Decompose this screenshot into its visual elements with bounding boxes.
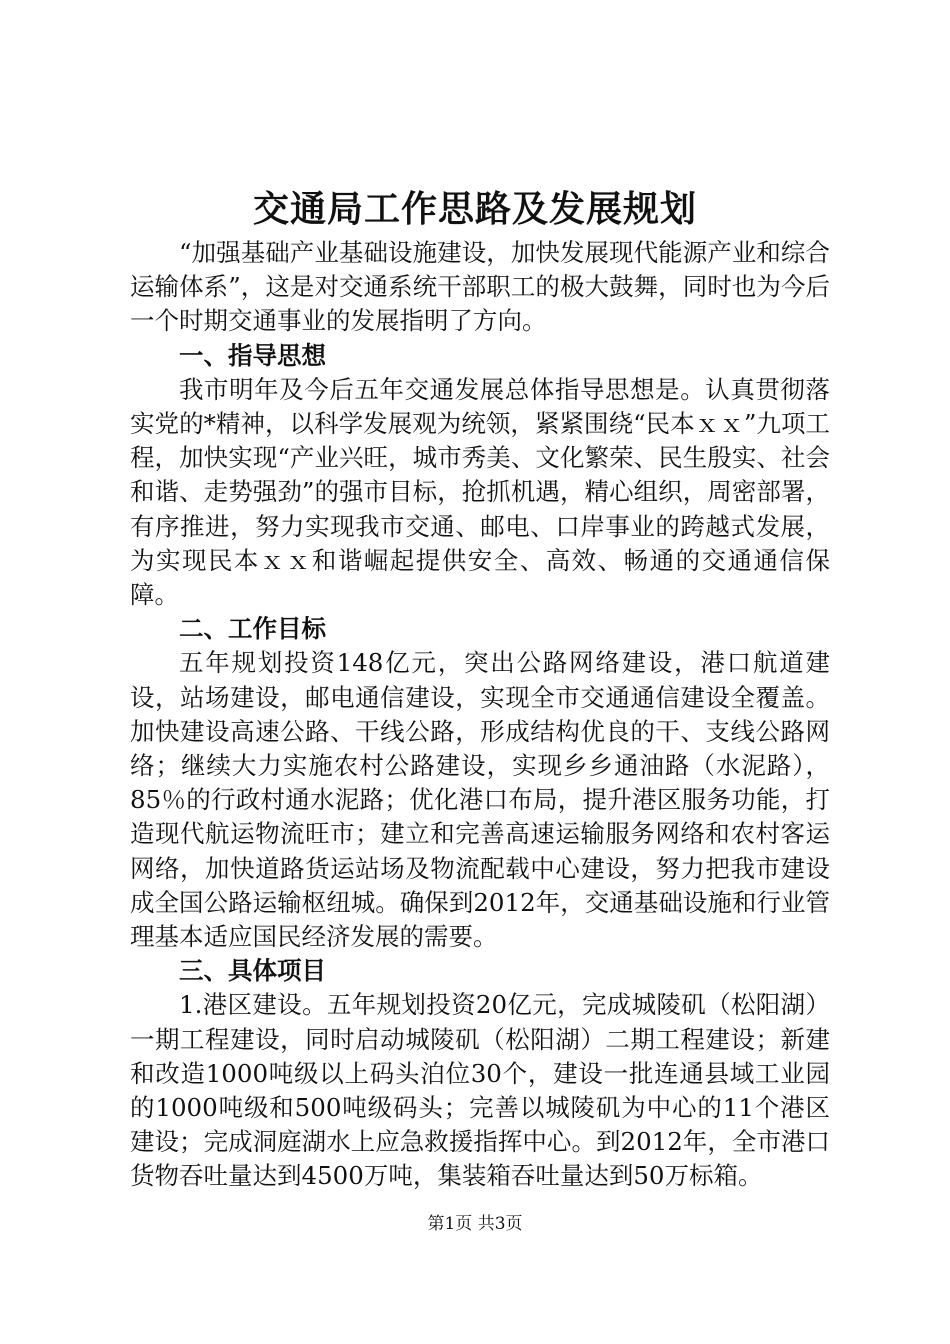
section-heading-guiding-ideology: 一、指导思想: [179, 340, 326, 370]
intro-paragraph: “加强基础产业基础设施建设，加快发展现代能源产业和综合运输体系”，这是对交通系统干部职工的极大鼓舞，同时也为今后一个时期交通事业的发展指明了方向。: [130, 238, 830, 336]
document-title: 交通局工作思路及发展规划: [252, 188, 697, 230]
section-paragraph-guiding-ideology: 我市明年及今后五年交通发展总体指导思想是。认真贯彻落实党的*精神，以科学发展观为统领，紧紧围绕“民本ｘｘ”九项工程，加快实现“产业兴旺，城市秀美、文化繁荣、民生殷实、社会和谐、走势强劲”的强市目标，抢抓机遇，精心组织，周密部署，有序推进，努力实现我市交通、邮电、口岸事业的跨越式发展，为实现民本ｘｘ和谐崛起提供安全、高效、畅通的交通通信保障。: [130, 374, 830, 610]
section-heading-specific-projects: 三、具体项目: [179, 956, 326, 986]
section-heading-work-goals: 二、工作目标: [179, 614, 326, 644]
section-paragraph-port-construction: 1.港区建设。五年规划投资20亿元，完成城陵矶（松阳湖）一期工程建设，同时启动城陵矶（松阳湖）二期工程建设；新建和改造1000吨级以上码头泊位30个，建设一批连通县域工业园的1000吨级和500吨级码头；完善以城陵矶为中心的11个港区建设；完成洞庭湖水上应急救援指挥中心。到2012年，全市港口货物吞吐量达到4500万吨，集装箱吞吐量达到50万标箱。: [130, 990, 830, 1191]
page-number-footer: 第1页 共3页: [427, 1214, 523, 1234]
document-body: [130, 236, 830, 1194]
section-paragraph-work-goals: 五年规划投资148亿元，突出公路网络建设，港口航道建设，站场建设，邮电通信建设，实现全市交通通信建设全覆盖。加快建设高速公路、干线公路，形成结构优良的干、支线公路网络；继续大力实施农村公路建设，实现乡乡通油路（水泥路），85％的行政村通水泥路；优化港口布局，提升港区服务功能，打造现代航运物流旺市；建立和完善高速运输服务网络和农村客运网络，加快道路货运站场及物流配载中心建设，努力把我市建设成全国公路运输枢纽城。确保到2012年，交通基础设施和行业管理基本适应国民经济发展的需要。: [130, 648, 830, 952]
